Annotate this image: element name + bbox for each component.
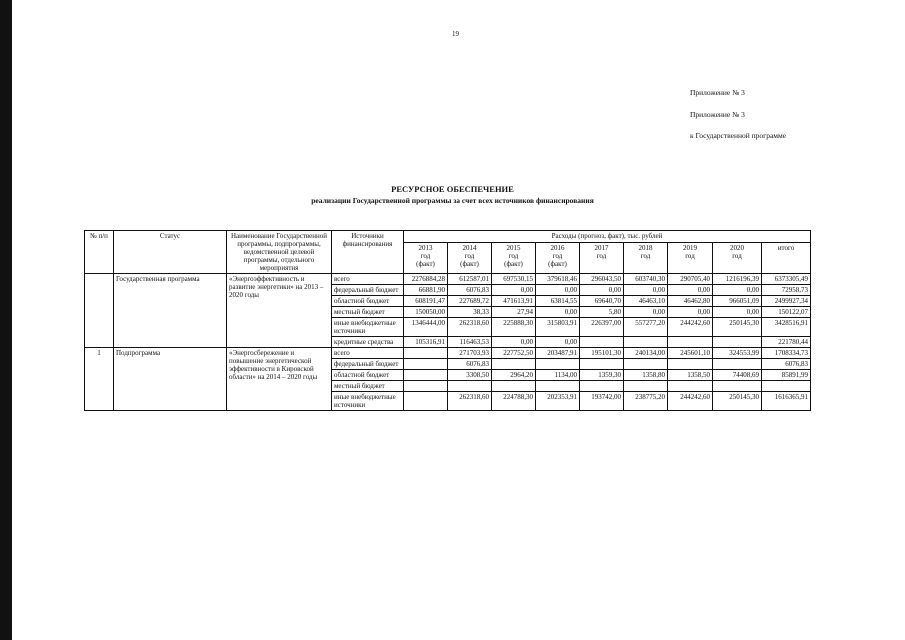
value-cell: 202353,91 (536, 392, 580, 411)
header-year-2013 (404, 243, 448, 274)
total-cell: 1616365,91 (762, 392, 811, 411)
total-cell: 221780,44 (762, 337, 811, 348)
document-subtitle: реализации Государственной программы за счет всех источников финансирования (311, 196, 594, 205)
value-cell: 379618,46 (536, 274, 580, 285)
header-year-2014 (448, 243, 492, 274)
header-total: итого (762, 243, 811, 274)
value-cell: 6076,83 (448, 285, 492, 296)
value-cell: 227689,72 (448, 296, 492, 307)
value-cell: 0,00 (624, 285, 668, 296)
value-cell: 0,00 (492, 285, 536, 296)
value-cell: 150050,00 (404, 307, 448, 318)
value-cell (404, 392, 448, 411)
header-status: Статус (114, 231, 227, 274)
value-cell: 471613,91 (492, 296, 536, 307)
total-cell: 85891,99 (762, 370, 811, 381)
value-cell (713, 381, 762, 392)
value-cell: 203487,91 (536, 348, 580, 359)
header-year-year: 2014 (462, 244, 477, 253)
value-cell: 966051,09 (713, 296, 762, 307)
value-cell: 0,00 (536, 307, 580, 318)
value-cell: 69640,70 (580, 296, 624, 307)
value-cell: 0,00 (492, 337, 536, 348)
header-year-line3: (факт) (416, 260, 435, 269)
header-year-line2: год (732, 252, 742, 261)
value-cell: 38,33 (448, 307, 492, 318)
source-cell: федеральный бюджет (332, 359, 404, 370)
page-binding-edge (0, 0, 12, 640)
value-cell: 27,94 (492, 307, 536, 318)
header-year-line2: год (596, 252, 607, 261)
table-row (85, 348, 811, 359)
value-cell: 1216196,39 (713, 274, 762, 285)
value-cell: 0,00 (536, 337, 580, 348)
value-cell: 0,00 (536, 285, 580, 296)
value-cell: 1134,00 (536, 370, 580, 381)
value-cell: 2276884,28 (404, 274, 448, 285)
header-year-year: 2018 (638, 244, 653, 253)
value-cell: 245601,10 (668, 348, 713, 359)
value-cell: 271703,93 (448, 348, 492, 359)
value-cell: 240134,00 (624, 348, 668, 359)
table-row (85, 274, 811, 285)
source-cell: всего (332, 274, 404, 285)
value-cell: 227752,50 (492, 348, 536, 359)
value-cell: 193742,00 (580, 392, 624, 411)
value-cell (713, 337, 762, 348)
total-cell: 72958,73 (762, 285, 811, 296)
value-cell (624, 359, 668, 370)
value-cell: 1359,30 (580, 370, 624, 381)
total-cell: 1708334,73 (762, 348, 811, 359)
value-cell: 1346444,00 (404, 318, 448, 337)
header-year-line2: год (464, 252, 475, 261)
value-cell: 296043,50 (580, 274, 624, 285)
value-cell: 6076,83 (448, 359, 492, 370)
value-cell: 66881,90 (404, 285, 448, 296)
value-cell: 603740,30 (624, 274, 668, 285)
header-year-line2: год (508, 252, 519, 261)
value-cell (492, 359, 536, 370)
value-cell: 324553,99 (713, 348, 762, 359)
source-cell: областной бюджет (332, 370, 404, 381)
appendix-line-2: Приложение № 3 (690, 110, 745, 119)
value-cell (536, 359, 580, 370)
header-year-line2: год (420, 252, 431, 261)
group-name: «Энергоэффективность и развитие энергетики» на 2013 – 2020 годы (227, 274, 332, 348)
value-cell (624, 337, 668, 348)
header-year-year: 2019 (683, 244, 697, 253)
header-year-year: 2016 (550, 244, 565, 253)
value-cell (668, 337, 713, 348)
header-year-line3: (факт) (504, 260, 523, 269)
source-cell: всего (332, 348, 404, 359)
value-cell (624, 381, 668, 392)
value-cell: 105316,91 (404, 337, 448, 348)
value-cell: 0,00 (580, 285, 624, 296)
value-cell: 2964,20 (492, 370, 536, 381)
value-cell (404, 370, 448, 381)
header-year-2018 (624, 243, 668, 274)
header-year-line2: год (640, 252, 651, 261)
value-cell (580, 359, 624, 370)
value-cell: 0,00 (713, 285, 762, 296)
header-year-2015 (492, 243, 536, 274)
value-cell: 0,00 (624, 307, 668, 318)
value-cell: 262318,60 (448, 392, 492, 411)
value-cell: 262318,60 (448, 318, 492, 337)
value-cell: 0,00 (668, 285, 713, 296)
source-cell: местный бюджет (332, 307, 404, 318)
header-year-year: 2017 (594, 244, 609, 253)
appendix-line-3: к Государственной программе (690, 131, 787, 140)
value-cell: 557277,20 (624, 318, 668, 337)
value-cell: 225888,30 (492, 318, 536, 337)
header-year-year: 2020 (730, 244, 744, 253)
value-cell (492, 381, 536, 392)
value-cell: 608191,47 (404, 296, 448, 307)
value-cell: 5,80 (580, 307, 624, 318)
appendix-line-1: Приложение № 3 (690, 88, 745, 97)
value-cell: 0,00 (668, 307, 713, 318)
value-cell: 3308,50 (448, 370, 492, 381)
value-cell (448, 381, 492, 392)
value-cell (404, 381, 448, 392)
header-num: № п/п (85, 231, 114, 274)
value-cell: 74408,69 (713, 370, 762, 381)
page-number: 19 (452, 30, 459, 38)
header-sources: Источники финансирования (332, 231, 404, 274)
value-cell: 250145,30 (713, 392, 762, 411)
value-cell: 1358,80 (624, 370, 668, 381)
value-cell: 697530,15 (492, 274, 536, 285)
value-cell: 244242,60 (668, 318, 713, 337)
source-cell: областной бюджет (332, 296, 404, 307)
source-cell: иные внебюджетные источники (332, 318, 404, 337)
header-year-year: 2013 (418, 244, 433, 253)
value-cell: 224788,30 (492, 392, 536, 411)
value-cell (668, 359, 713, 370)
value-cell: 612587,01 (448, 274, 492, 285)
source-cell: местный бюджет (332, 381, 404, 392)
header-year-line2: год (552, 252, 563, 261)
total-cell (762, 381, 811, 392)
source-cell: кредитные средства (332, 337, 404, 348)
total-cell: 6076,83 (762, 359, 811, 370)
header-name: Наименование Государственной программы, подпрограммы, ведомственной целевой программы, отдельного мероприятия (227, 231, 332, 274)
value-cell: 46463,10 (624, 296, 668, 307)
value-cell: 238775,20 (624, 392, 668, 411)
source-cell: иные внебюджетные источники (332, 392, 404, 411)
value-cell (404, 348, 448, 359)
header-expenses: Расходы (прогноз, факт), тыс. рублей (404, 231, 811, 243)
header-row-1 (85, 231, 811, 243)
total-cell: 150122,07 (762, 307, 811, 318)
value-cell: 1358,50 (668, 370, 713, 381)
value-cell (404, 359, 448, 370)
value-cell: 250145,30 (713, 318, 762, 337)
value-cell (713, 359, 762, 370)
group-num: 1 (85, 348, 114, 411)
value-cell (668, 381, 713, 392)
header-year-2020 (713, 243, 762, 274)
value-cell: 290705,40 (668, 274, 713, 285)
value-cell (536, 381, 580, 392)
total-cell: 3428516,91 (762, 318, 811, 337)
header-year-year: 2015 (506, 244, 521, 253)
resource-table (84, 230, 811, 411)
header-year-2019 (668, 243, 713, 274)
header-year-2017 (580, 243, 624, 274)
value-cell: 195101,30 (580, 348, 624, 359)
value-cell: 226397,00 (580, 318, 624, 337)
value-cell (580, 381, 624, 392)
total-cell: 2499927,34 (762, 296, 811, 307)
document-title: РЕСУРСНОЕ ОБЕСПЕЧЕНИЕ (391, 184, 514, 194)
value-cell: 116463,53 (448, 337, 492, 348)
group-status: Подпрограмма (114, 348, 227, 411)
total-cell: 6373305,49 (762, 274, 811, 285)
value-cell: 0,00 (713, 307, 762, 318)
source-cell: федеральный бюджет (332, 285, 404, 296)
value-cell: 244242,60 (668, 392, 713, 411)
value-cell: 46462,80 (668, 296, 713, 307)
value-cell: 63814,55 (536, 296, 580, 307)
value-cell: 315803,91 (536, 318, 580, 337)
header-year-line3: (факт) (460, 260, 479, 269)
value-cell (580, 337, 624, 348)
header-year-line3: (факт) (548, 260, 567, 269)
group-num (85, 274, 114, 348)
group-status: Государственная программа (114, 274, 227, 348)
group-name: «Энергосбережение и повышение энергетической эффективности в Кировской области» на 2014 – 2020 годы (227, 348, 332, 411)
header-year-line2: год (685, 252, 695, 261)
header-year-2016 (536, 243, 580, 274)
